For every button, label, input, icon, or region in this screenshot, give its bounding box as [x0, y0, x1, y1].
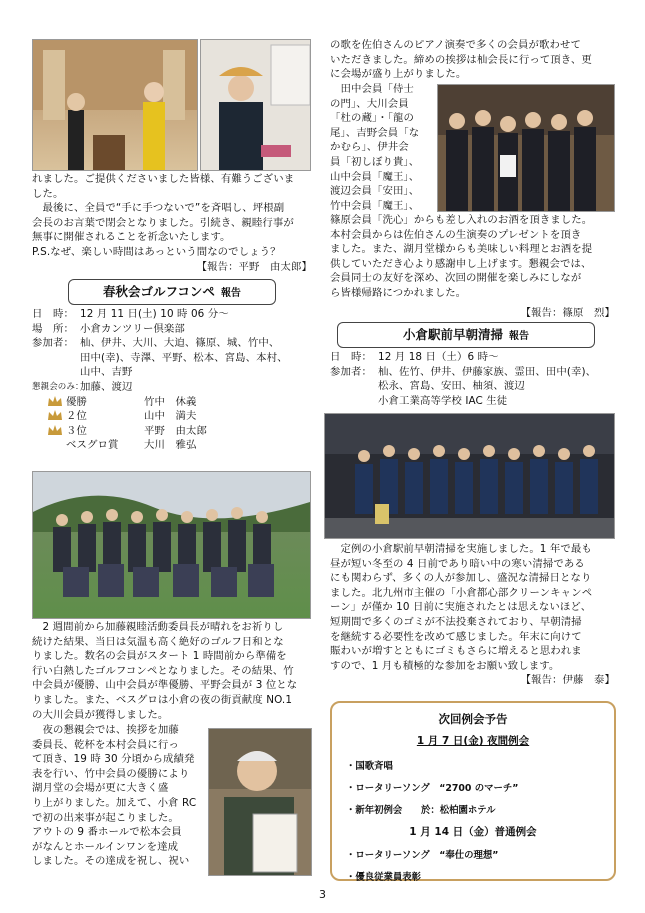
party-group-illustration	[438, 85, 614, 211]
award-name: 大川 雅弘	[144, 439, 197, 452]
para-line: 供していただき心より感謝申し上げます。懇親会では、	[330, 257, 592, 270]
golf-place-label: 場 所：	[32, 322, 74, 335]
award-rank: 優勝	[66, 395, 87, 408]
cleaning-group-illustration	[325, 414, 614, 538]
award-rank: ベスグロ賞	[66, 439, 119, 452]
award-name: 平野 由太郎	[144, 424, 207, 437]
wrap-line: 田中会員「侍士	[330, 83, 414, 95]
notice-item: ・優良従業員表彰	[346, 872, 422, 883]
para-line: ら皆様帰路につかれました。	[330, 286, 467, 299]
cleaning-date-label: 日 時：	[330, 351, 372, 363]
golf-body2-line: しました。その達成を祝し、祝い	[32, 855, 190, 868]
golf-body2-line: 表を行い、竹中会員の優勝により	[32, 767, 190, 780]
wrap-line: 「杜の蔵」・「龍の	[330, 112, 415, 125]
notice-title: 次回例会予告	[438, 712, 508, 726]
wrap-line: かむら」、伊井会	[330, 141, 409, 154]
notice-meeting1: 1 月 7 日(金) 夜間例会	[416, 735, 530, 747]
notice-item: ・新年初例会 於：松柏園ホテル	[346, 805, 496, 816]
cleaning-participants-line: 小倉工業高等学校 IAC 生徒	[378, 394, 508, 407]
cleaning-body-line: 定例の小倉駅前早朝清掃を実施しました。1 年で最も	[330, 543, 592, 555]
man-with-hat-illustration	[201, 40, 310, 170]
award-name: 山中 満夫	[144, 410, 197, 423]
para-line: 会員同士の友好を深め、次回の開催を楽しみにしなが	[330, 272, 582, 285]
photo-party-group	[437, 84, 615, 212]
para-line: ました。また、湖月堂様からも美味しい料理とお酒を提	[330, 243, 593, 256]
golf-body2-line: り上がりました。加えて、小倉 RC	[32, 796, 197, 809]
golf-body-line: 2 週間前から加藤親睦活動委員長が晴れをお祈りし	[32, 621, 284, 633]
para-line: した。	[32, 187, 64, 200]
cleaning-body-line: ました。北九州市主催の「小倉都心部クリーンキャンペ	[330, 586, 593, 599]
notice-item: ・国歌斉唱	[346, 761, 393, 772]
wrap-line: 渡辺会員「安田」、	[330, 185, 420, 198]
cleaning-participants-line: 松永、宮島、安田、柚須、渡辺	[378, 380, 525, 393]
golf-party-label: 懇親会のみ：	[32, 381, 84, 392]
photo-golf-group	[32, 471, 311, 619]
cleaning-body-line: すので、1 月も積極的な参加をお願い致します。	[330, 659, 560, 672]
photo-man-certificate	[208, 728, 312, 876]
photo-cleaning-group	[324, 413, 615, 539]
golf-section-title: 春秋会ゴルフコンペ 報告	[68, 279, 276, 305]
cleaning-participants-label: 参加者：	[330, 365, 372, 378]
golf-body2-line: アウトの 9 番ホールで松本会員	[32, 826, 182, 839]
crown-icon	[44, 424, 66, 439]
para-line: P.S.なぜ、楽しい時間はあっという間なのでしょう？	[32, 245, 281, 258]
report-byline-ito: 【報告：伊藤 泰】	[520, 674, 615, 687]
golf-body-line: りました。数名の会員がスタート 1 時間前から準備を	[32, 650, 287, 663]
crown-icon	[44, 409, 66, 424]
cleaning-body-line: 賑わいが増すとともにゴミもさらに増えると思われま	[330, 645, 582, 658]
golf-body2-line: 夜の懇親会では、挨拶を加藤	[32, 724, 179, 736]
photo-man-hat	[200, 39, 311, 171]
golf-body2-line: がなんとホールインワンを達成	[32, 840, 179, 853]
para-line: 最後に、全員で“手に手つないで”を斉唱し、坪根副	[32, 202, 285, 215]
wrap-line: 員「初しぼり貴」、	[330, 155, 420, 168]
wrap-line: 尾」、吉野会員「な	[330, 126, 420, 139]
golf-body-line: 中会員が優勝、山中会員が準優勝、平野会員が 3 位とな	[32, 679, 298, 692]
notice-meeting2: 1 月 14 日（金）普通例会	[409, 826, 537, 838]
cleaning-body-line: ーン」が僅か 10 日前に実施されたとは思えないほど、	[330, 601, 592, 614]
cleaning-section-title: 小倉駅前早朝清掃 報告	[337, 322, 595, 348]
photo-speaker-podium	[32, 39, 198, 171]
para-line: 本村会員からは佐伯さんの生演奏のプレゼントを頂き	[330, 228, 582, 241]
page-number: 3	[319, 888, 326, 901]
wrap-line: 竹中会員「魔王」、	[330, 199, 420, 212]
cleaning-body-line: 昼が短い冬至の 4 日前であり暗い中の寒い清掃である	[330, 557, 585, 570]
golf-body-line: の大川会員が獲得しました。	[32, 708, 169, 721]
para-line: の歌を佐伯さんのピアノ演奏で多くの会員が歌わせて	[330, 39, 581, 51]
golf-body2-line: 委員長、乾杯を本村会員に行っ	[32, 738, 179, 751]
man-certificate-illustration	[209, 729, 311, 875]
golf-place: 小倉カンツリー倶楽部	[80, 322, 185, 335]
cleaning-body-line: を継続する必要性を改めて感じました。年末に向けて	[330, 630, 582, 643]
next-meeting-notice	[330, 701, 616, 881]
report-byline-shinohara: 【報告：篠原 烈】	[520, 306, 615, 319]
award-rank: ３位	[66, 424, 87, 437]
golf-date-label: 日 時：	[32, 308, 74, 320]
speaker-figures-illustration	[33, 40, 197, 170]
golf-date: 12 月 11 日(土) 10 時 06 分～	[80, 308, 229, 320]
cleaning-body-line: 短期間で多くのゴミが不法投棄されており、早朝清掃	[330, 615, 582, 628]
golf-body2-line: で初の出来事が起こりました。	[32, 811, 179, 824]
crown-icon	[44, 395, 66, 410]
golf-party: 加藤、渡辺	[80, 380, 133, 393]
para-line: いただきました。締めの挨拶は杣会長に行って頂き、更	[330, 53, 592, 66]
notice-item: ・ロータリーソング “2700 のマーチ”	[346, 783, 519, 794]
award-name: 竹中 休義	[144, 395, 197, 408]
para-line: 会長のお言葉で閉会となりました。引続き、親睦行事が	[32, 216, 294, 229]
report-byline-hirano: 【報告：平野 由太郎】	[196, 260, 312, 273]
para-line: 無事に開催されることを祈念いたします。	[32, 231, 231, 244]
para-line: れました。ご提供くださいました皆様、有難うございま	[32, 173, 295, 185]
notice-item: ・ロータリーソング “奉仕の理想”	[346, 850, 499, 861]
golf-body-line: 続けた結果、当日は気温も高く絶好のゴルフ日和とな	[32, 635, 284, 648]
wrap-line: 山中会員「魔王」、	[330, 170, 420, 183]
golf-body-line: 行い白熱したゴルフコンペとなりました。その結果、竹	[32, 664, 294, 677]
cleaning-date: 12 月 18 日（土）6 時～	[378, 351, 499, 363]
golf-body-line: りました。また、ベスグロは小倉の夜の街貢献度 NO.1	[32, 693, 293, 706]
golf-group-illustration	[33, 472, 310, 618]
para-line: 篠原会員「洗心」からも差し入れのお酒を頂きました。	[330, 214, 593, 226]
para-line: に会場が盛り上がりました。	[330, 68, 467, 81]
golf-body2-line: て頂き、19 時 30 分頃から成績発	[32, 753, 195, 766]
golf-participants-line: 杣、伊井、大川、大迫、篠原、城、竹中、	[80, 337, 280, 350]
cleaning-participants-line: 杣、佐竹、伊井、伊藤家族、霊田、田中(幸)、	[378, 365, 597, 378]
golf-body2-line: 湖月堂の会場が更に大きく盛	[32, 782, 169, 795]
wrap-line: の門」、大川会員	[330, 97, 409, 110]
golf-participants-label: 参加者：	[32, 337, 74, 350]
cleaning-body-line: にも関わらず、多くの人が参加し、盛況な清掃日となり	[330, 572, 592, 585]
golf-participants-line: 山中、吉野	[80, 366, 133, 379]
golf-participants-line: 田中(幸)、寺澤、平野、松本、宮島、本村、	[80, 351, 288, 364]
award-rank: ２位	[66, 410, 87, 423]
